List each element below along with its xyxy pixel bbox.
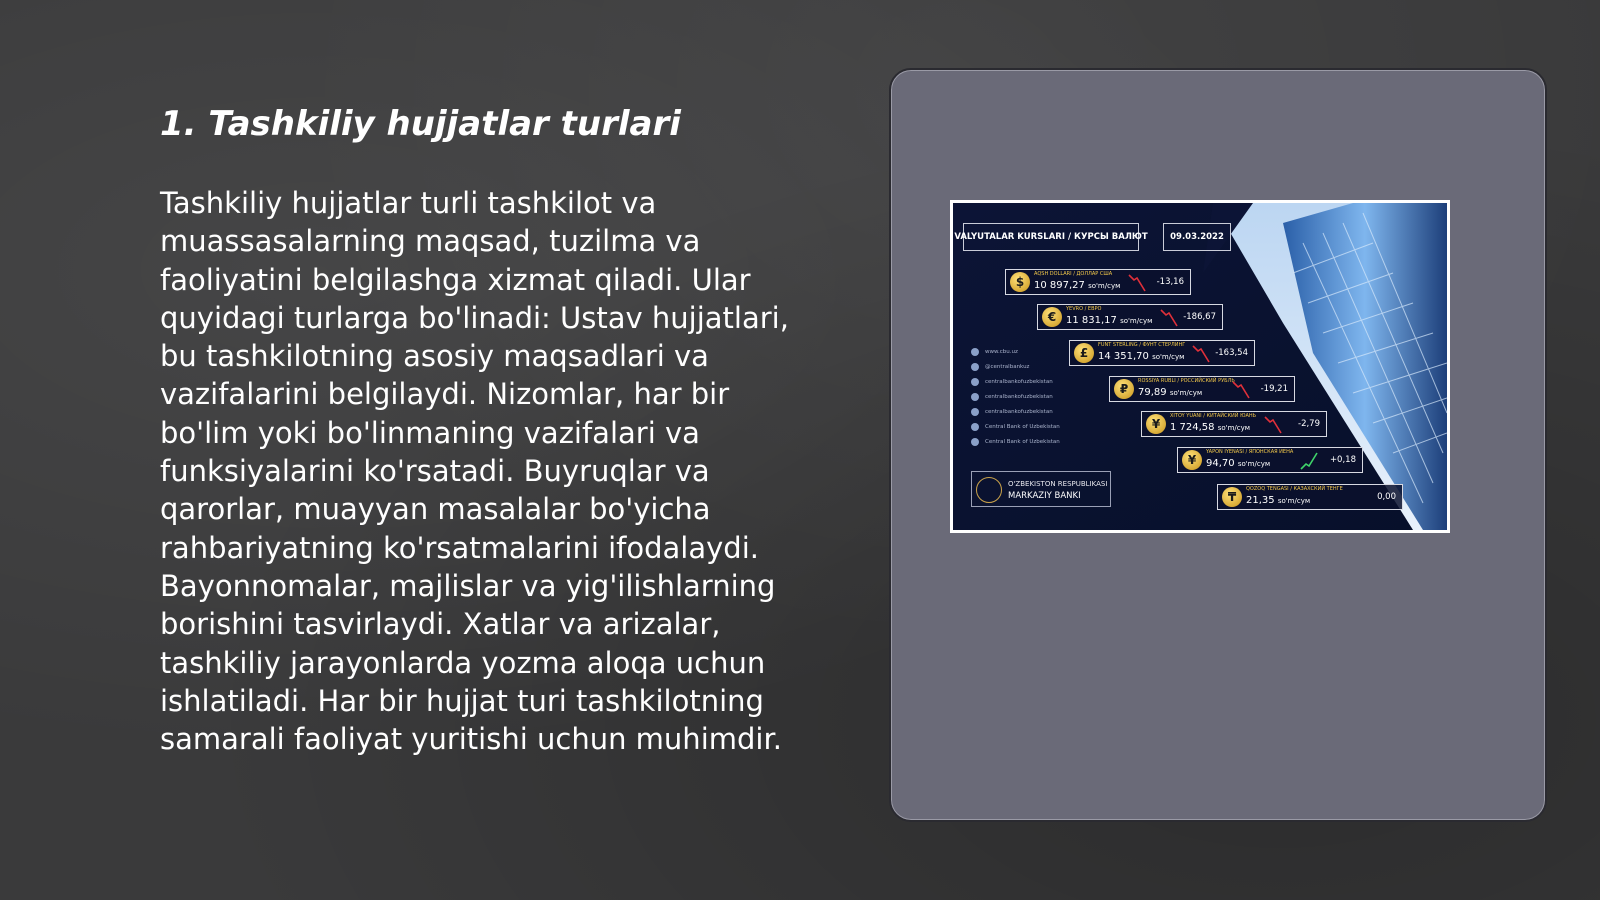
social-icon: [971, 363, 979, 371]
bank-logo-icon: [976, 477, 1002, 503]
social-link-text: @centralbankuz: [985, 363, 1030, 370]
currency-unit: so'm/сум: [1152, 353, 1185, 361]
currency-unit: so'm/сум: [1217, 424, 1251, 432]
bank-block: [971, 471, 1111, 507]
social-icon: [971, 423, 979, 431]
trend-down-icon: [1160, 309, 1178, 327]
currency-value: 21,35 so'm/сум: [1246, 495, 1311, 506]
rates-date: 09.03.2022: [1163, 223, 1231, 251]
social-link: [971, 419, 1060, 434]
social-link: [971, 434, 1060, 449]
currency-coin-icon: ¥: [1182, 450, 1202, 470]
currency-unit: so'm/сум: [1237, 460, 1271, 468]
social-links: [971, 344, 1060, 449]
currency-value: 11 831,17 so'm/сум: [1066, 315, 1153, 326]
social-link-text: centralbankofuzbekistan: [985, 408, 1053, 415]
trend-down-icon: [1232, 381, 1250, 399]
rates-header: VALYUTALAR KURSLARI / КУРСЫ ВАЛЮТ: [963, 223, 1139, 251]
currency-coin-icon: ₽: [1114, 379, 1134, 399]
currency-change: 0,00: [1377, 492, 1396, 502]
rate-row: [1177, 447, 1363, 473]
social-link-text: centralbankofuzbekistan: [985, 378, 1053, 385]
bank-name-line2: MARKAZIY BANKI: [1008, 491, 1081, 501]
social-icon: [971, 408, 979, 416]
social-link: [971, 374, 1060, 389]
rate-row: [1037, 304, 1223, 330]
currency-change: -163,54: [1215, 348, 1248, 358]
currency-name: QOZOQ TENGASI / КАЗАХСКИЙ ТЕНГЕ: [1246, 486, 1343, 492]
currency-rates-image: [950, 200, 1450, 533]
social-link: [971, 344, 1060, 359]
currency-change: -186,67: [1183, 312, 1216, 322]
currency-unit: so'm/сум: [1277, 497, 1311, 505]
trend-down-icon: [1264, 416, 1282, 434]
currency-unit: so'm/сум: [1169, 389, 1203, 397]
currency-value: 1 724,58 so'm/сум: [1170, 422, 1251, 433]
currency-change: -13,16: [1156, 277, 1184, 287]
social-link: [971, 404, 1060, 419]
currency-unit: so'm/сум: [1088, 282, 1121, 290]
trend-up-icon: [1300, 452, 1318, 470]
rate-row: [1005, 269, 1191, 295]
currency-coin-icon: €: [1042, 307, 1062, 327]
bank-name-line1: O'ZBEKISTON RESPUBLIKASI: [1008, 480, 1108, 488]
currency-unit: so'm/сум: [1120, 317, 1153, 325]
currency-change: -19,21: [1260, 384, 1288, 394]
social-link-text: www.cbu.uz: [985, 348, 1018, 355]
trend-down-icon: [1128, 274, 1146, 292]
currency-name: XITOY YUANI / КИТАЙСКИЙ ЮАНЬ: [1170, 413, 1257, 419]
currency-name: YEVRO / ЕВРО: [1066, 306, 1102, 312]
social-icon: [971, 393, 979, 401]
currency-name: YAPON IYENASI / ЯПОНСКАЯ ИЕНА: [1206, 449, 1294, 455]
currency-coin-icon: £: [1074, 343, 1094, 363]
currency-value: 14 351,70 so'm/сум: [1098, 351, 1185, 362]
currency-name: AQSH DOLLARI / ДОЛЛАР США: [1034, 271, 1113, 277]
social-link-text: Central Bank of Uzbekistan: [985, 423, 1060, 430]
social-icon: [971, 438, 979, 446]
slide-title: 1. Tashkiliy hujjatlar turlari: [160, 104, 681, 144]
currency-change: -2,79: [1298, 419, 1320, 429]
currency-name: FUNT STERLING / ФУНТ СТЕРЛИНГ: [1098, 342, 1186, 348]
currency-value: 10 897,27 so'm/сум: [1034, 280, 1121, 291]
social-link: [971, 389, 1060, 404]
rate-row: [1109, 376, 1295, 402]
trend-down-icon: [1192, 345, 1210, 363]
social-link: [971, 359, 1060, 374]
social-icon: [971, 378, 979, 386]
currency-coin-icon: ₸: [1222, 487, 1242, 507]
slide-body-text: Tashkiliy hujjatlar turli tashkilot va muassasalarning maqsad, tuzilma va faoliyatini belgilashga xizmat qiladi. Ular quyidagi turlarga bo'linadi: Ustav hujjatlari, bu tashkilotning asosiy maqsadlari va vazifalarini belgilaydi. Nizomlar, har bir bo'lim yoki bo'linmaning vazifalari va funksiyalarini ko'rsatadi. Buyruqlar va qarorlar, muayyan masalalar bo'yicha rahbariyatning ko'rsatmalarini ifodalaydi. Bayonnomalar, majlislar va yig'ilishlarning borishini tasvirlaydi. Xatlar va arizalar, tashkiliy jarayonlarda yozma aloqa uchun ishlatiladi. Har bir hujjat turi tashkilotning samarali faoliyat yuritishi uchun muhimdir.: [160, 186, 789, 757]
rate-row: [1217, 484, 1403, 510]
currency-name: ROSSIYA RUBLI / РОССИЙСКИЙ РУБЛЬ: [1138, 378, 1235, 384]
currency-value: 94,70 so'm/сум: [1206, 458, 1271, 469]
social-link-text: Central Bank of Uzbekistan: [985, 438, 1060, 445]
social-icon: [971, 348, 979, 356]
currency-coin-icon: ¥: [1146, 414, 1166, 434]
currency-coin-icon: $: [1010, 272, 1030, 292]
currency-change: +0,18: [1329, 455, 1356, 465]
social-link-text: centralbankofuzbekistan: [985, 393, 1053, 400]
rate-row: [1069, 340, 1255, 366]
currency-value: 79,89 so'm/сум: [1138, 387, 1203, 398]
rate-row: [1141, 411, 1327, 437]
